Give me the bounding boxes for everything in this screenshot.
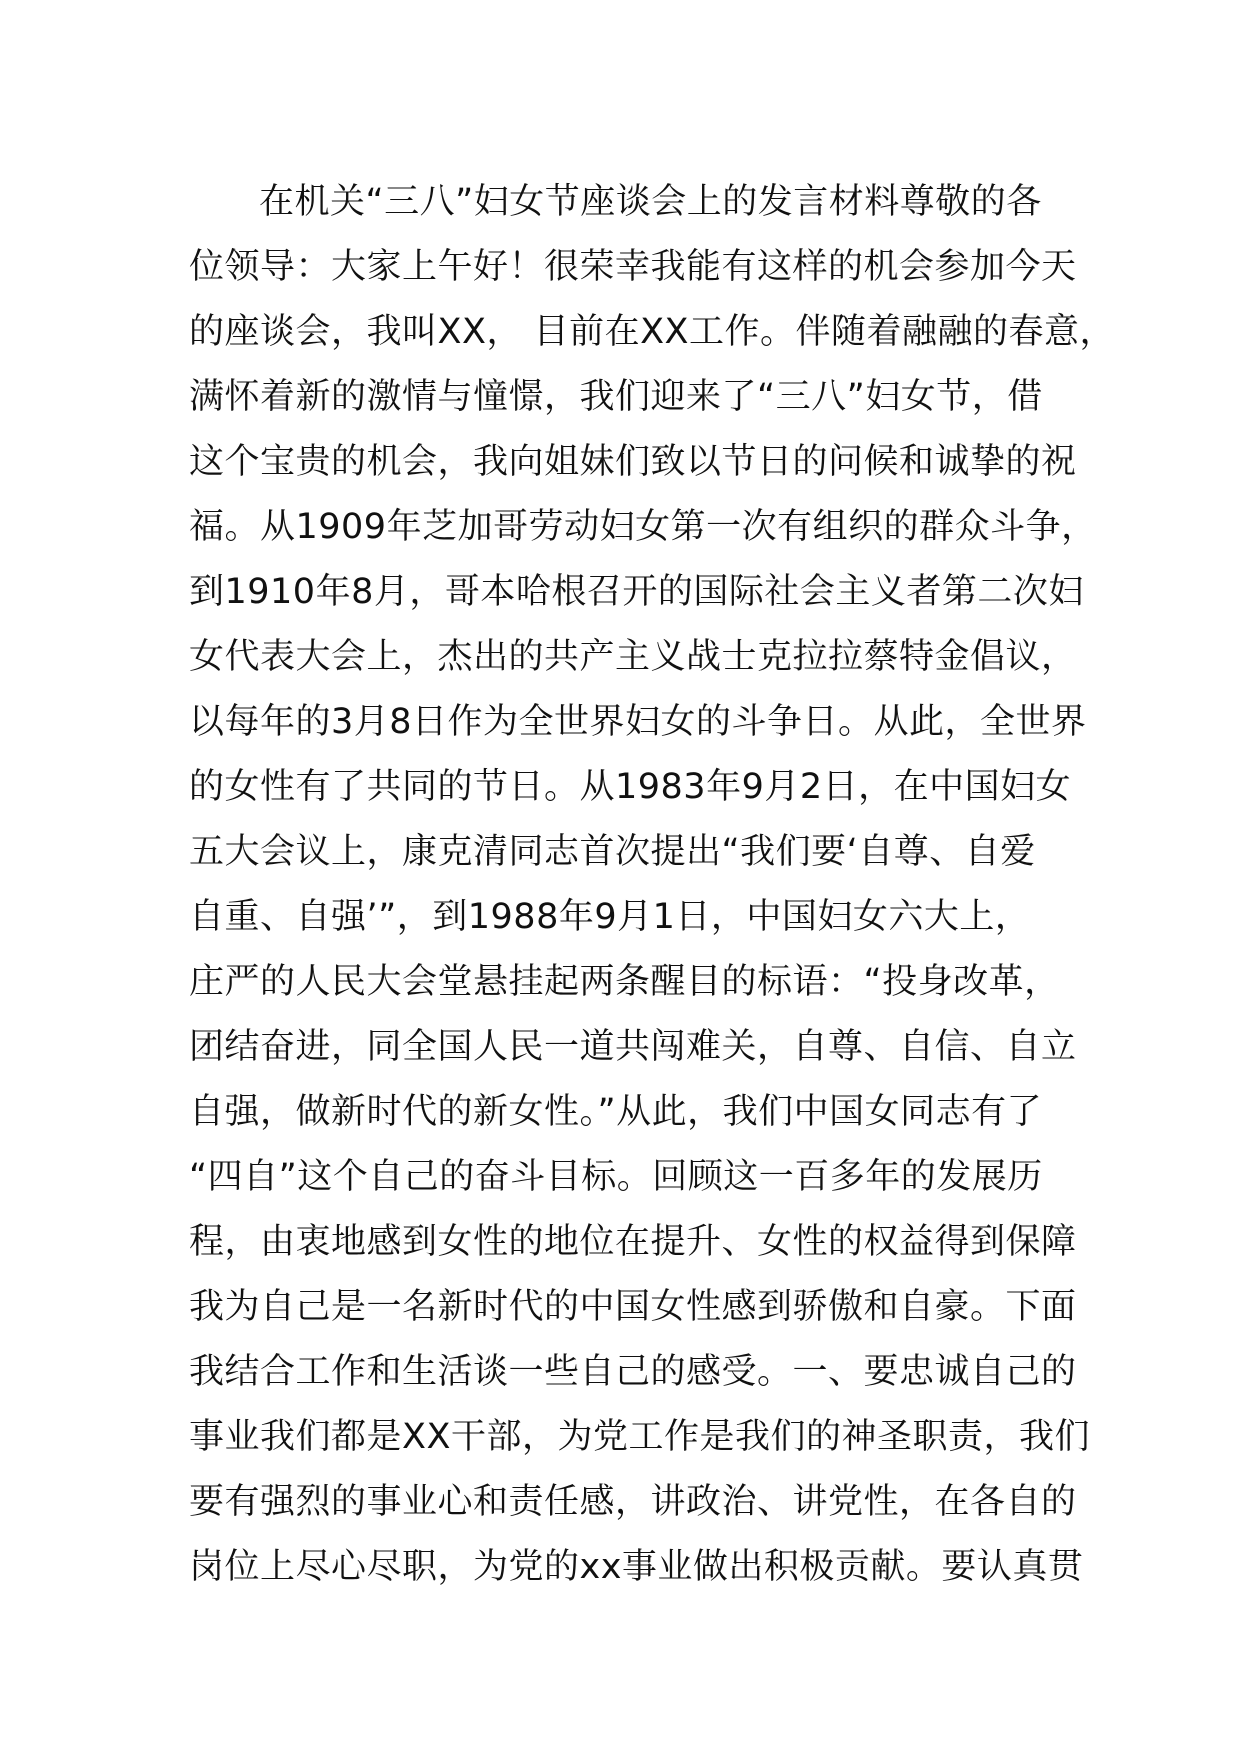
text-line-9: 以每年的3月8日作为全世界妇女的斗争日。从此，全世界 [189,702,1087,742]
text-line-6: 福。从1909年芝加哥劳动妇女第一次有组织的群众斗争， [189,507,1097,547]
text-line-17: 程，由衷地感到女性的地位在提升、女性的权益得到保障 [189,1222,1077,1262]
text-line-5: 这个宝贵的机会，我向姐妹们致以节日的问候和诚挚的祝 [189,442,1077,482]
text-line-13: 庄严的人民大会堂悬挂起两条醒目的标语：“投身改革， [189,962,1060,1002]
text-line-11: 五大会议上，康克清同志首次提出“我们要‘自尊、自爱 [189,832,1036,872]
text-line-8: 女代表大会上，杰出的共产主义战士克拉拉蔡特金倡议， [189,637,1077,677]
text-line-18: 我为自己是一名新时代的中国女性感到骄傲和自豪。下面 [189,1287,1077,1327]
text-line-4: 满怀着新的激情与憧憬，我们迎来了“三八”妇女节，借 [189,377,1043,417]
text-line-2: 位领导：大家上午好！很荣幸我能有这样的机会参加今天 [189,247,1077,287]
text-line-3: 的座谈会，我叫XX， 目前在XX工作。伴随着融融的春意， [189,312,1116,352]
text-line-10: 的女性有了共同的节日。从1983年9月2日，在中国妇女 [189,767,1072,807]
text-line-7: 到1910年8月，哥本哈根召开的国际社会主义者第二次妇 [189,572,1084,612]
text-line-19: 我结合工作和生活谈一些自己的感受。一、要忠诚自己的 [189,1352,1077,1392]
text-line-16: “四自”这个自己的奋斗目标。回顾这一百多年的发展历 [189,1157,1043,1197]
speech-body-text [189,170,1116,1600]
text-line-15: 自强，做新时代的新女性。”从此，我们中国女同志有了 [189,1092,1043,1132]
text-line-12: 自重、自强’”，到1988年9月1日，中国妇女六大上， [189,897,1031,937]
text-line-14: 团结奋进，同全国人民一道共闯难关，自尊、自信、自立 [189,1027,1077,1067]
text-line-1: 在机关“三八”妇女节座谈会上的发言材料尊敬的各 [259,182,1042,222]
text-line-20: 事业我们都是XX干部，为党工作是我们的神圣职责，我们 [189,1417,1090,1457]
text-line-22: 岗位上尽心尽职，为党的xx事业做出积极贡献。要认真贯 [189,1547,1084,1587]
text-line-21: 要有强烈的事业心和责任感，讲政治、讲党性，在各自的 [189,1482,1077,1522]
